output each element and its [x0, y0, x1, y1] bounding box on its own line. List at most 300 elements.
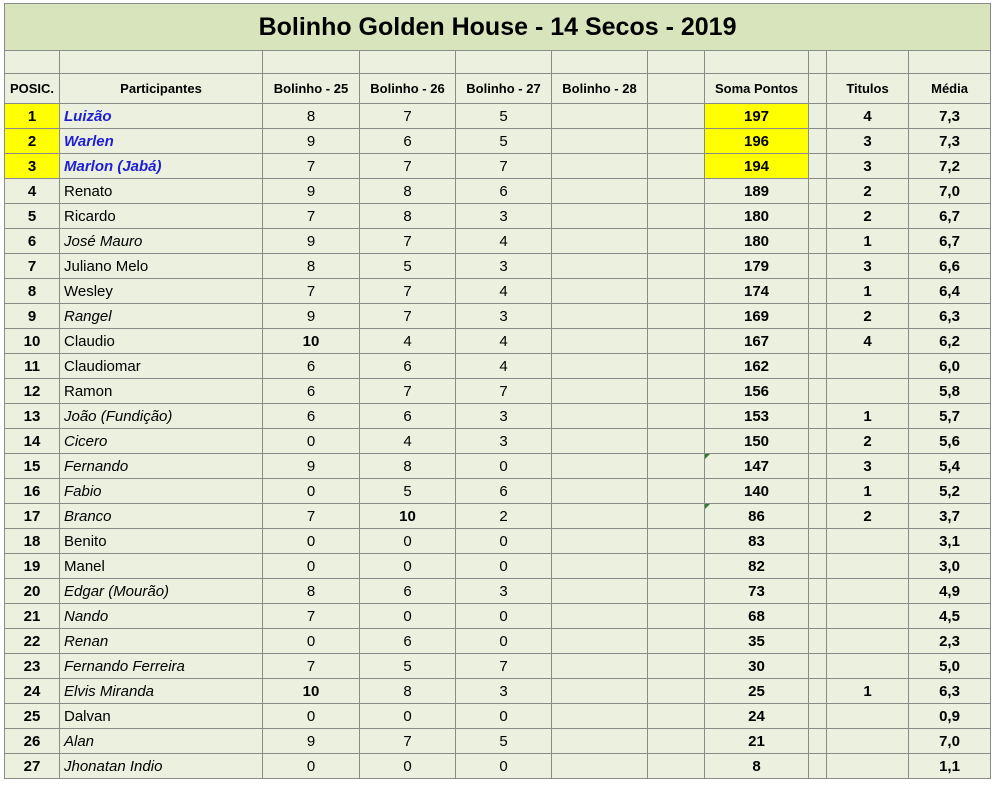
cell-bolinho-27[interactable]: 3: [456, 679, 552, 704]
cell-bolinho-28[interactable]: [552, 254, 648, 279]
cell-narrow-empty[interactable]: [809, 554, 827, 579]
cell-bolinho-25[interactable]: 0: [263, 754, 360, 779]
cell-bolinho-28[interactable]: [552, 504, 648, 529]
cell-empty[interactable]: [648, 354, 705, 379]
cell-bolinho-27[interactable]: 4: [456, 279, 552, 304]
cell-bolinho-25[interactable]: 7: [263, 504, 360, 529]
cell-bolinho-28[interactable]: [552, 579, 648, 604]
cell-bolinho-25[interactable]: 10: [263, 329, 360, 354]
cell-position[interactable]: 17: [5, 504, 60, 529]
cell-empty[interactable]: [648, 604, 705, 629]
cell-participant[interactable]: Renan: [60, 629, 263, 654]
cell-titulos[interactable]: [827, 704, 909, 729]
cell-bolinho-28[interactable]: [552, 354, 648, 379]
cell-bolinho-27[interactable]: 3: [456, 304, 552, 329]
cell-bolinho-28[interactable]: [552, 329, 648, 354]
cell-titulos[interactable]: 3: [827, 154, 909, 179]
cell-narrow-empty[interactable]: [809, 254, 827, 279]
cell-bolinho-26[interactable]: 5: [360, 479, 456, 504]
cell-position[interactable]: 13: [5, 404, 60, 429]
cell-bolinho-25[interactable]: 9: [263, 179, 360, 204]
cell-bolinho-27[interactable]: 3: [456, 254, 552, 279]
cell-media[interactable]: 6,7: [909, 229, 991, 254]
cell-media[interactable]: 7,3: [909, 129, 991, 154]
cell-narrow-empty[interactable]: [809, 179, 827, 204]
cell-participant[interactable]: Branco: [60, 504, 263, 529]
header-bolinho-27[interactable]: Bolinho - 27: [456, 74, 552, 104]
cell-narrow-empty[interactable]: [809, 454, 827, 479]
cell-participant[interactable]: Renato: [60, 179, 263, 204]
cell-bolinho-25[interactable]: 0: [263, 529, 360, 554]
cell-empty[interactable]: [648, 429, 705, 454]
cell-participant[interactable]: Wesley: [60, 279, 263, 304]
cell-narrow-empty[interactable]: [809, 729, 827, 754]
cell-bolinho-26[interactable]: 7: [360, 229, 456, 254]
cell-soma-pontos[interactable]: 73: [705, 579, 809, 604]
cell-soma-pontos[interactable]: 180: [705, 229, 809, 254]
cell-soma-pontos[interactable]: 169: [705, 304, 809, 329]
cell-soma-pontos[interactable]: 153: [705, 404, 809, 429]
cell-bolinho-25[interactable]: 7: [263, 279, 360, 304]
cell-soma-pontos[interactable]: 174: [705, 279, 809, 304]
cell-position[interactable]: 20: [5, 579, 60, 604]
cell-bolinho-26[interactable]: 6: [360, 129, 456, 154]
cell-position[interactable]: 6: [5, 229, 60, 254]
cell-bolinho-28[interactable]: [552, 204, 648, 229]
cell-participant[interactable]: Alan: [60, 729, 263, 754]
cell-bolinho-27[interactable]: 0: [456, 629, 552, 654]
cell-empty[interactable]: [648, 279, 705, 304]
cell-media[interactable]: 5,0: [909, 654, 991, 679]
cell-bolinho-25[interactable]: 9: [263, 729, 360, 754]
cell-position[interactable]: 25: [5, 704, 60, 729]
cell-narrow-empty[interactable]: [809, 429, 827, 454]
cell-bolinho-25[interactable]: 9: [263, 129, 360, 154]
cell-position[interactable]: 12: [5, 379, 60, 404]
cell-soma-pontos[interactable]: 24: [705, 704, 809, 729]
cell-empty[interactable]: [648, 204, 705, 229]
cell-bolinho-25[interactable]: 7: [263, 654, 360, 679]
cell-titulos[interactable]: 3: [827, 454, 909, 479]
cell-empty[interactable]: [648, 729, 705, 754]
cell-media[interactable]: 6,2: [909, 329, 991, 354]
cell-bolinho-25[interactable]: 7: [263, 604, 360, 629]
cell-bolinho-28[interactable]: [552, 379, 648, 404]
cell-bolinho-26[interactable]: 6: [360, 629, 456, 654]
cell-empty[interactable]: [648, 229, 705, 254]
header-media[interactable]: Média: [909, 74, 991, 104]
cell-bolinho-27[interactable]: 4: [456, 329, 552, 354]
cell-soma-pontos[interactable]: 8: [705, 754, 809, 779]
cell-participant[interactable]: Claudiomar: [60, 354, 263, 379]
cell-titulos[interactable]: [827, 379, 909, 404]
cell-bolinho-26[interactable]: 7: [360, 279, 456, 304]
cell-bolinho-28[interactable]: [552, 729, 648, 754]
cell-bolinho-28[interactable]: [552, 479, 648, 504]
cell-bolinho-27[interactable]: 0: [456, 604, 552, 629]
cell-media[interactable]: 2,3: [909, 629, 991, 654]
cell-media[interactable]: 7,3: [909, 104, 991, 129]
cell-narrow-empty[interactable]: [809, 104, 827, 129]
cell-media[interactable]: 5,8: [909, 379, 991, 404]
cell-bolinho-27[interactable]: 3: [456, 579, 552, 604]
cell-soma-pontos[interactable]: 35: [705, 629, 809, 654]
cell-position[interactable]: 27: [5, 754, 60, 779]
cell-bolinho-27[interactable]: 4: [456, 354, 552, 379]
cell-narrow-empty[interactable]: [809, 229, 827, 254]
cell-titulos[interactable]: 1: [827, 279, 909, 304]
cell-titulos[interactable]: [827, 354, 909, 379]
cell-titulos[interactable]: 4: [827, 104, 909, 129]
cell-bolinho-26[interactable]: 8: [360, 179, 456, 204]
cell-bolinho-27[interactable]: 0: [456, 529, 552, 554]
cell-bolinho-27[interactable]: 5: [456, 129, 552, 154]
cell-bolinho-28[interactable]: [552, 304, 648, 329]
cell-empty[interactable]: [648, 579, 705, 604]
cell-bolinho-25[interactable]: 8: [263, 254, 360, 279]
cell-narrow-empty[interactable]: [809, 604, 827, 629]
cell-position[interactable]: 23: [5, 654, 60, 679]
cell-bolinho-27[interactable]: 6: [456, 479, 552, 504]
cell-soma-pontos[interactable]: 25: [705, 679, 809, 704]
cell-empty[interactable]: [648, 629, 705, 654]
cell-bolinho-28[interactable]: [552, 679, 648, 704]
cell-soma-pontos[interactable]: 180: [705, 204, 809, 229]
header-posic[interactable]: POSIC.: [5, 74, 60, 104]
cell-narrow-empty[interactable]: [809, 279, 827, 304]
cell-bolinho-26[interactable]: 0: [360, 604, 456, 629]
cell-bolinho-28[interactable]: [552, 604, 648, 629]
header-soma-pontos[interactable]: Soma Pontos: [705, 74, 809, 104]
cell-titulos[interactable]: [827, 579, 909, 604]
cell-bolinho-27[interactable]: 0: [456, 554, 552, 579]
cell-position[interactable]: 8: [5, 279, 60, 304]
cell-empty[interactable]: [648, 504, 705, 529]
cell-position[interactable]: 9: [5, 304, 60, 329]
cell-media[interactable]: 5,7: [909, 404, 991, 429]
cell-media[interactable]: 6,3: [909, 679, 991, 704]
cell-position[interactable]: 1: [5, 104, 60, 129]
cell-bolinho-25[interactable]: 8: [263, 579, 360, 604]
cell-titulos[interactable]: [827, 604, 909, 629]
cell-titulos[interactable]: 2: [827, 429, 909, 454]
cell-media[interactable]: 5,4: [909, 454, 991, 479]
cell-titulos[interactable]: [827, 754, 909, 779]
cell-bolinho-28[interactable]: [552, 704, 648, 729]
cell-bolinho-27[interactable]: 2: [456, 504, 552, 529]
cell-participant[interactable]: Rangel: [60, 304, 263, 329]
header-empty[interactable]: [648, 74, 705, 104]
cell-soma-pontos[interactable]: 30: [705, 654, 809, 679]
cell-empty[interactable]: [648, 454, 705, 479]
cell-titulos[interactable]: [827, 529, 909, 554]
cell-bolinho-28[interactable]: [552, 629, 648, 654]
cell-narrow-empty[interactable]: [809, 579, 827, 604]
cell-bolinho-28[interactable]: [552, 154, 648, 179]
cell-empty[interactable]: [648, 154, 705, 179]
cell-soma-pontos[interactable]: 140: [705, 479, 809, 504]
cell-bolinho-28[interactable]: [552, 129, 648, 154]
cell-bolinho-27[interactable]: 5: [456, 729, 552, 754]
cell-position[interactable]: 18: [5, 529, 60, 554]
cell-soma-pontos[interactable]: 68: [705, 604, 809, 629]
cell-bolinho-25[interactable]: 7: [263, 204, 360, 229]
cell-participant[interactable]: Warlen: [60, 129, 263, 154]
cell-titulos[interactable]: 2: [827, 204, 909, 229]
cell-narrow-empty[interactable]: [809, 754, 827, 779]
cell-participant[interactable]: Ricardo: [60, 204, 263, 229]
cell-empty[interactable]: [648, 254, 705, 279]
cell-titulos[interactable]: [827, 629, 909, 654]
cell-soma-pontos[interactable]: 21: [705, 729, 809, 754]
cell-media[interactable]: 4,5: [909, 604, 991, 629]
cell-narrow-empty[interactable]: [809, 629, 827, 654]
cell-bolinho-27[interactable]: 0: [456, 454, 552, 479]
cell-soma-pontos[interactable]: 179: [705, 254, 809, 279]
cell-bolinho-26[interactable]: 7: [360, 154, 456, 179]
cell-narrow-empty[interactable]: [809, 529, 827, 554]
cell-participant[interactable]: Manel: [60, 554, 263, 579]
cell-narrow-empty[interactable]: [809, 504, 827, 529]
cell-narrow-empty[interactable]: [809, 654, 827, 679]
cell-media[interactable]: 3,7: [909, 504, 991, 529]
cell-bolinho-27[interactable]: 7: [456, 654, 552, 679]
cell-bolinho-26[interactable]: 7: [360, 379, 456, 404]
cell-participant[interactable]: Claudio: [60, 329, 263, 354]
cell-media[interactable]: 1,1: [909, 754, 991, 779]
cell-participant[interactable]: Marlon (Jabá): [60, 154, 263, 179]
cell-bolinho-28[interactable]: [552, 279, 648, 304]
cell-bolinho-28[interactable]: [552, 229, 648, 254]
cell-narrow-empty[interactable]: [809, 204, 827, 229]
cell-bolinho-27[interactable]: 7: [456, 379, 552, 404]
cell-titulos[interactable]: 1: [827, 679, 909, 704]
cell-media[interactable]: 6,0: [909, 354, 991, 379]
cell-bolinho-26[interactable]: 5: [360, 654, 456, 679]
cell-bolinho-26[interactable]: 6: [360, 579, 456, 604]
cell-participant[interactable]: Edgar (Mourão): [60, 579, 263, 604]
cell-titulos[interactable]: 1: [827, 479, 909, 504]
cell-bolinho-25[interactable]: 7: [263, 154, 360, 179]
cell-participant[interactable]: Juliano Melo: [60, 254, 263, 279]
cell-empty[interactable]: [648, 704, 705, 729]
cell-media[interactable]: 3,0: [909, 554, 991, 579]
cell-bolinho-26[interactable]: 6: [360, 404, 456, 429]
cell-soma-pontos[interactable]: 167: [705, 329, 809, 354]
cell-soma-pontos[interactable]: 83: [705, 529, 809, 554]
cell-participant[interactable]: Fabio: [60, 479, 263, 504]
cell-narrow-empty[interactable]: [809, 354, 827, 379]
cell-bolinho-25[interactable]: 6: [263, 354, 360, 379]
cell-bolinho-27[interactable]: 0: [456, 704, 552, 729]
cell-media[interactable]: 6,7: [909, 204, 991, 229]
cell-bolinho-26[interactable]: 6: [360, 354, 456, 379]
cell-bolinho-28[interactable]: [552, 429, 648, 454]
cell-bolinho-26[interactable]: 4: [360, 429, 456, 454]
cell-bolinho-27[interactable]: 3: [456, 429, 552, 454]
cell-participant[interactable]: Dalvan: [60, 704, 263, 729]
cell-media[interactable]: 4,9: [909, 579, 991, 604]
cell-bolinho-25[interactable]: 8: [263, 104, 360, 129]
cell-participant[interactable]: Jhonatan Indio: [60, 754, 263, 779]
cell-empty[interactable]: [648, 379, 705, 404]
cell-soma-pontos[interactable]: 162: [705, 354, 809, 379]
cell-bolinho-25[interactable]: 0: [263, 629, 360, 654]
cell-titulos[interactable]: 3: [827, 254, 909, 279]
cell-media[interactable]: 6,4: [909, 279, 991, 304]
cell-bolinho-28[interactable]: [552, 754, 648, 779]
cell-narrow-empty[interactable]: [809, 679, 827, 704]
cell-soma-pontos[interactable]: 189: [705, 179, 809, 204]
cell-media[interactable]: 7,0: [909, 729, 991, 754]
cell-narrow-empty[interactable]: [809, 304, 827, 329]
cell-bolinho-28[interactable]: [552, 104, 648, 129]
cell-participant[interactable]: Cicero: [60, 429, 263, 454]
cell-bolinho-25[interactable]: 6: [263, 379, 360, 404]
cell-media[interactable]: 6,3: [909, 304, 991, 329]
cell-empty[interactable]: [648, 529, 705, 554]
cell-bolinho-27[interactable]: 5: [456, 104, 552, 129]
cell-participant[interactable]: João (Fundição): [60, 404, 263, 429]
cell-soma-pontos[interactable]: 82: [705, 554, 809, 579]
cell-titulos[interactable]: 4: [827, 329, 909, 354]
sheet-title[interactable]: Bolinho Golden House - 14 Secos - 2019: [5, 4, 991, 51]
cell-soma-pontos[interactable]: 147: [705, 454, 809, 479]
cell-bolinho-27[interactable]: 7: [456, 154, 552, 179]
cell-soma-pontos[interactable]: 194: [705, 154, 809, 179]
cell-bolinho-26[interactable]: 8: [360, 679, 456, 704]
cell-soma-pontos[interactable]: 150: [705, 429, 809, 454]
cell-media[interactable]: 5,2: [909, 479, 991, 504]
cell-bolinho-26[interactable]: 8: [360, 204, 456, 229]
cell-bolinho-25[interactable]: 10: [263, 679, 360, 704]
cell-position[interactable]: 7: [5, 254, 60, 279]
cell-participant[interactable]: Benito: [60, 529, 263, 554]
cell-position[interactable]: 24: [5, 679, 60, 704]
cell-bolinho-27[interactable]: 0: [456, 754, 552, 779]
cell-bolinho-26[interactable]: 0: [360, 704, 456, 729]
cell-bolinho-26[interactable]: 0: [360, 554, 456, 579]
cell-position[interactable]: 26: [5, 729, 60, 754]
cell-bolinho-27[interactable]: 4: [456, 229, 552, 254]
cell-titulos[interactable]: [827, 729, 909, 754]
cell-bolinho-27[interactable]: 6: [456, 179, 552, 204]
header-bolinho-28[interactable]: Bolinho - 28: [552, 74, 648, 104]
header-participantes[interactable]: Participantes: [60, 74, 263, 104]
cell-titulos[interactable]: [827, 554, 909, 579]
cell-position[interactable]: 10: [5, 329, 60, 354]
cell-participant[interactable]: Ramon: [60, 379, 263, 404]
cell-position[interactable]: 4: [5, 179, 60, 204]
cell-position[interactable]: 3: [5, 154, 60, 179]
cell-narrow-empty[interactable]: [809, 479, 827, 504]
cell-bolinho-27[interactable]: 3: [456, 204, 552, 229]
cell-bolinho-26[interactable]: 7: [360, 304, 456, 329]
header-titulos[interactable]: Titulos: [827, 74, 909, 104]
cell-bolinho-28[interactable]: [552, 529, 648, 554]
cell-media[interactable]: 7,2: [909, 154, 991, 179]
cell-position[interactable]: 16: [5, 479, 60, 504]
cell-media[interactable]: 7,0: [909, 179, 991, 204]
cell-bolinho-26[interactable]: 7: [360, 729, 456, 754]
cell-titulos[interactable]: 1: [827, 404, 909, 429]
cell-empty[interactable]: [648, 754, 705, 779]
cell-position[interactable]: 14: [5, 429, 60, 454]
cell-bolinho-25[interactable]: 0: [263, 554, 360, 579]
cell-bolinho-28[interactable]: [552, 554, 648, 579]
cell-empty[interactable]: [648, 554, 705, 579]
cell-soma-pontos[interactable]: 196: [705, 129, 809, 154]
cell-titulos[interactable]: 1: [827, 229, 909, 254]
cell-narrow-empty[interactable]: [809, 329, 827, 354]
cell-empty[interactable]: [648, 404, 705, 429]
cell-empty[interactable]: [648, 104, 705, 129]
cell-bolinho-26[interactable]: 5: [360, 254, 456, 279]
cell-narrow-empty[interactable]: [809, 404, 827, 429]
cell-media[interactable]: 3,1: [909, 529, 991, 554]
cell-titulos[interactable]: [827, 654, 909, 679]
cell-media[interactable]: 5,6: [909, 429, 991, 454]
cell-empty[interactable]: [648, 179, 705, 204]
cell-media[interactable]: 0,9: [909, 704, 991, 729]
cell-bolinho-28[interactable]: [552, 179, 648, 204]
cell-bolinho-25[interactable]: 0: [263, 429, 360, 454]
cell-bolinho-26[interactable]: 4: [360, 329, 456, 354]
cell-bolinho-26[interactable]: 10: [360, 504, 456, 529]
cell-position[interactable]: 11: [5, 354, 60, 379]
cell-participant[interactable]: Fernando: [60, 454, 263, 479]
cell-bolinho-25[interactable]: 0: [263, 704, 360, 729]
cell-participant[interactable]: Luizão: [60, 104, 263, 129]
cell-position[interactable]: 2: [5, 129, 60, 154]
cell-titulos[interactable]: 2: [827, 304, 909, 329]
cell-narrow-empty[interactable]: [809, 154, 827, 179]
cell-bolinho-25[interactable]: 9: [263, 454, 360, 479]
cell-position[interactable]: 19: [5, 554, 60, 579]
cell-bolinho-26[interactable]: 0: [360, 754, 456, 779]
cell-bolinho-26[interactable]: 8: [360, 454, 456, 479]
cell-narrow-empty[interactable]: [809, 129, 827, 154]
cell-titulos[interactable]: 2: [827, 504, 909, 529]
cell-bolinho-25[interactable]: 9: [263, 304, 360, 329]
cell-empty[interactable]: [648, 654, 705, 679]
cell-participant[interactable]: José Mauro: [60, 229, 263, 254]
header-bolinho-26[interactable]: Bolinho - 26: [360, 74, 456, 104]
cell-position[interactable]: 21: [5, 604, 60, 629]
cell-position[interactable]: 5: [5, 204, 60, 229]
cell-soma-pontos[interactable]: 156: [705, 379, 809, 404]
cell-titulos[interactable]: 2: [827, 179, 909, 204]
cell-empty[interactable]: [648, 304, 705, 329]
cell-narrow-empty[interactable]: [809, 379, 827, 404]
header-bolinho-25[interactable]: Bolinho - 25: [263, 74, 360, 104]
cell-bolinho-26[interactable]: 0: [360, 529, 456, 554]
cell-empty[interactable]: [648, 129, 705, 154]
header-narrow-empty[interactable]: [809, 74, 827, 104]
cell-bolinho-25[interactable]: 0: [263, 479, 360, 504]
cell-bolinho-28[interactable]: [552, 454, 648, 479]
cell-participant[interactable]: Nando: [60, 604, 263, 629]
cell-titulos[interactable]: 3: [827, 129, 909, 154]
cell-bolinho-27[interactable]: 3: [456, 404, 552, 429]
cell-empty[interactable]: [648, 679, 705, 704]
cell-participant[interactable]: Elvis Miranda: [60, 679, 263, 704]
cell-soma-pontos[interactable]: 86: [705, 504, 809, 529]
cell-position[interactable]: 22: [5, 629, 60, 654]
cell-position[interactable]: 15: [5, 454, 60, 479]
cell-empty[interactable]: [648, 329, 705, 354]
cell-narrow-empty[interactable]: [809, 704, 827, 729]
